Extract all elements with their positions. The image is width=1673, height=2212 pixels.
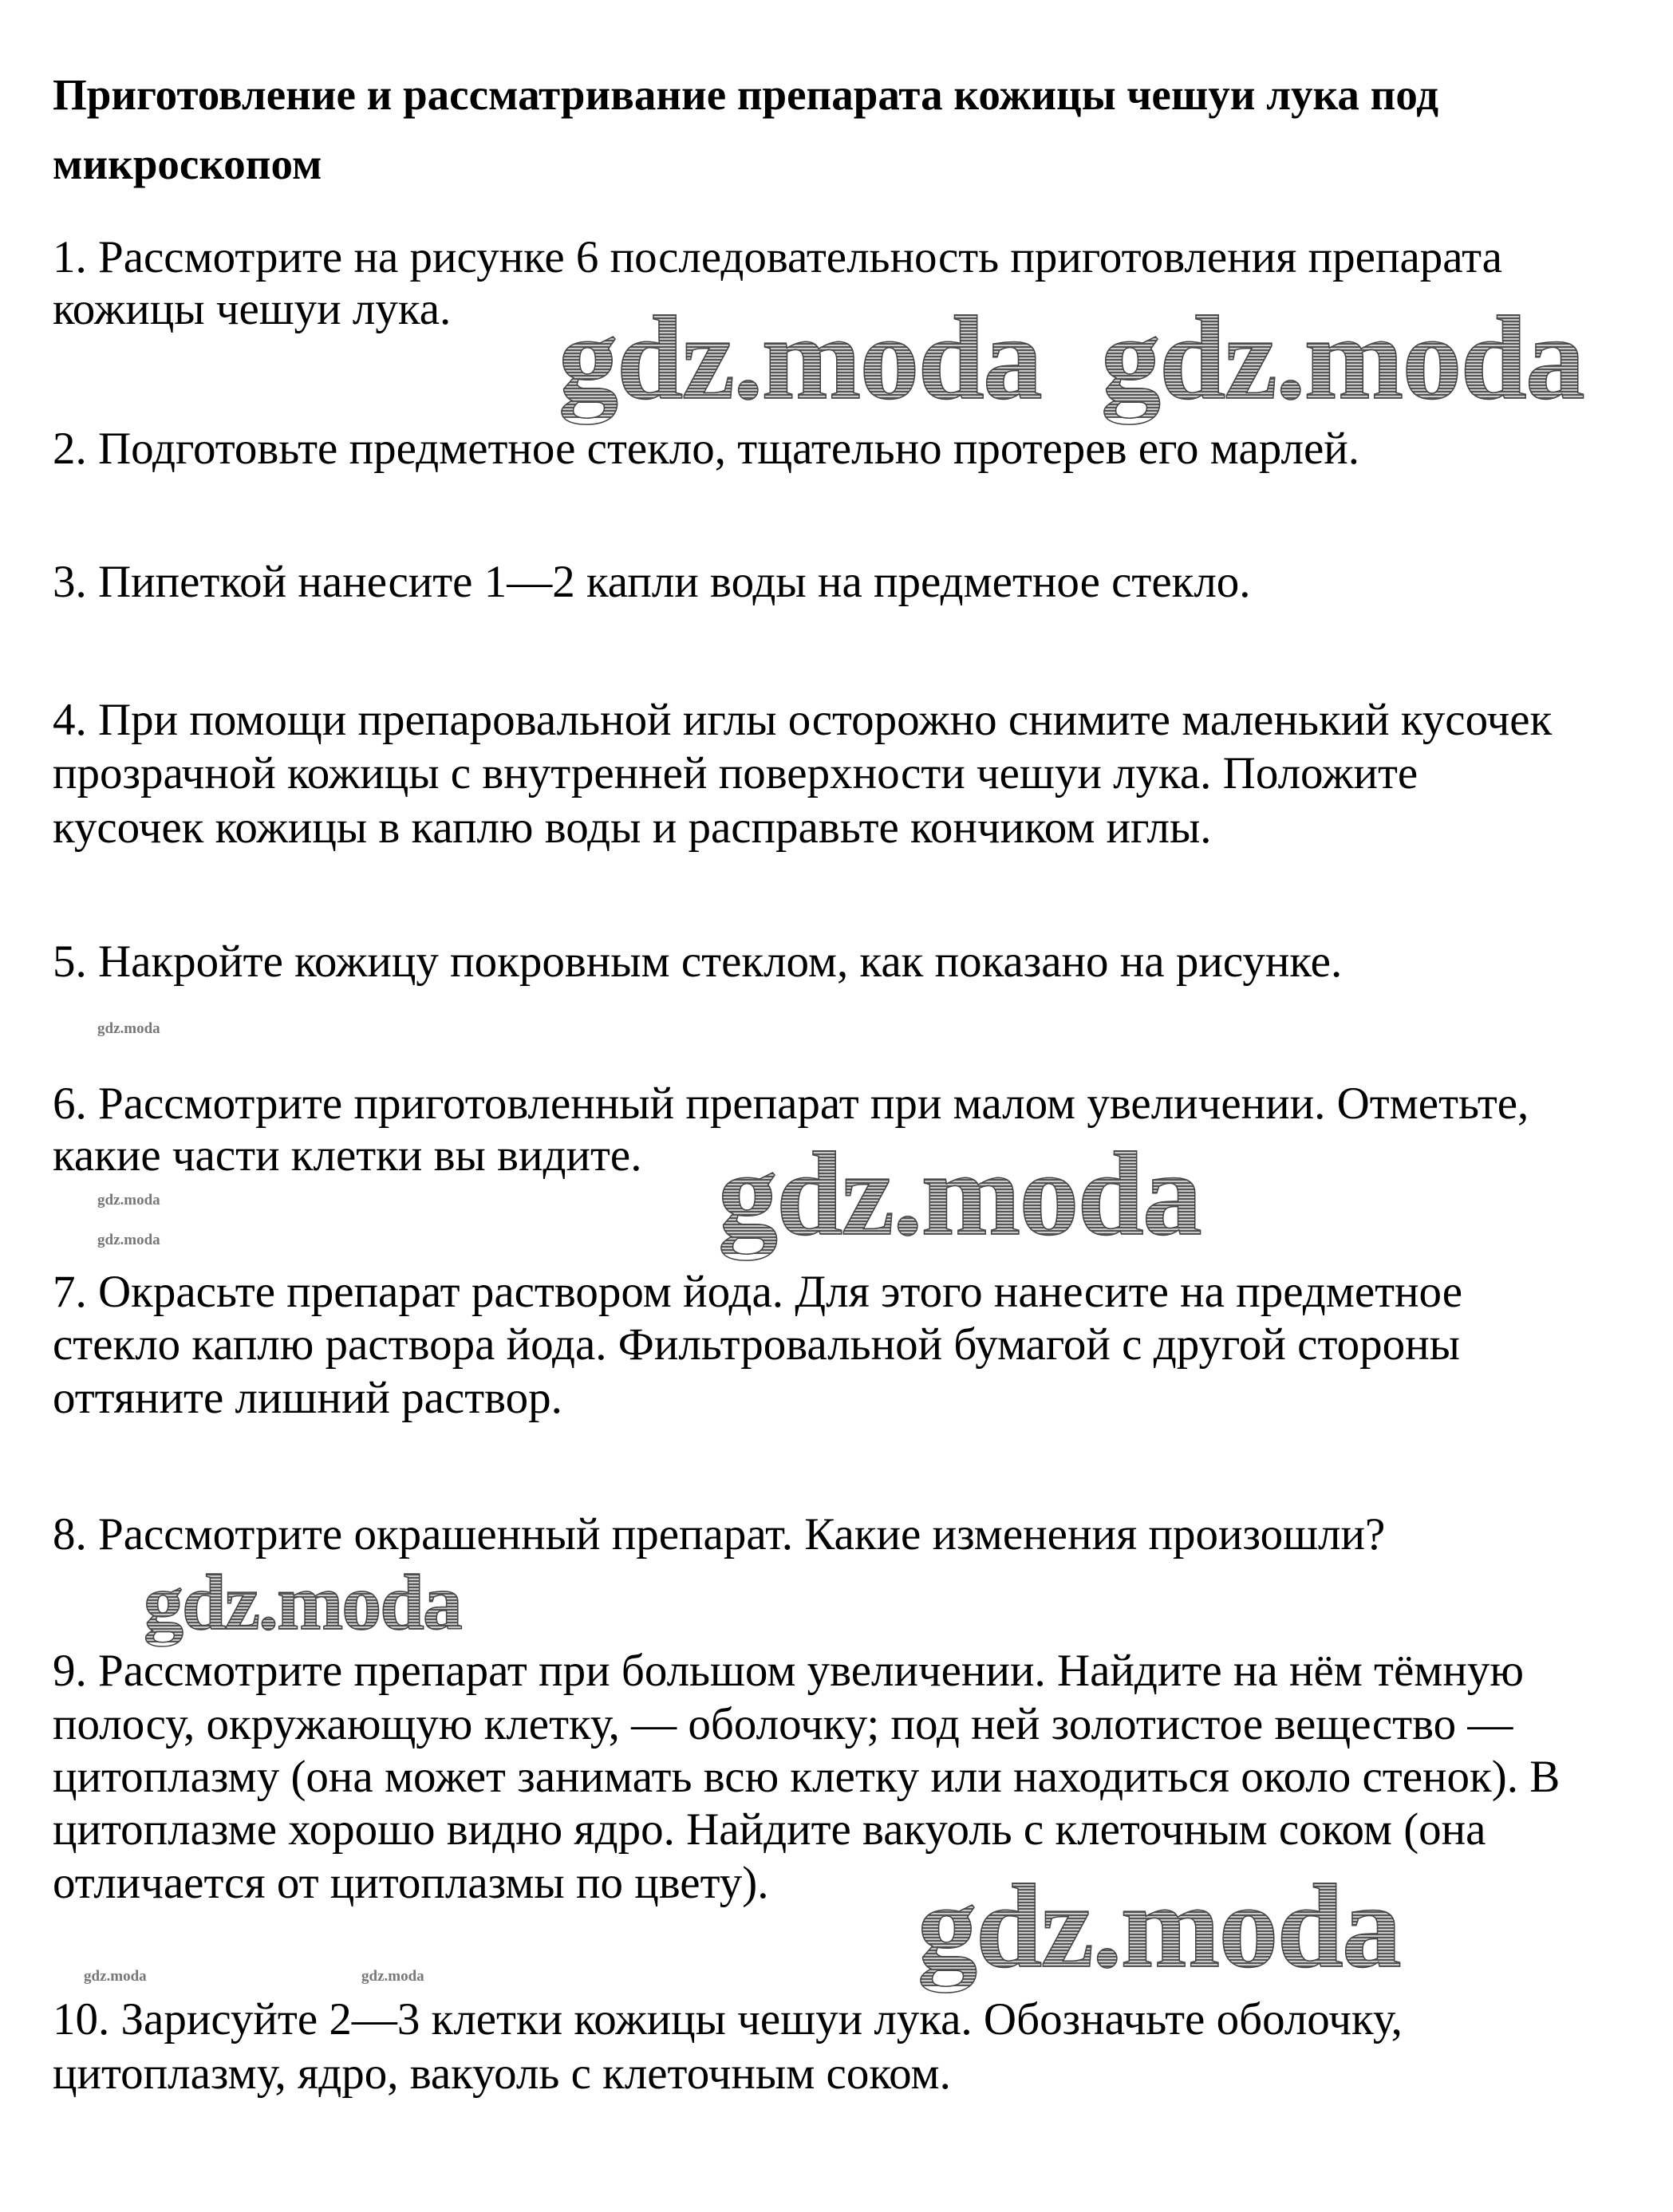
step-10-line-1: 10. Зарисуйте 2—3 клетки кожицы чешуи лука. Обозначьте оболочку, [53,1994,1403,2044]
step-7-line-1: 7. Окрасьте препарат раствором йода. Для этого нанесите на предметное [53,1267,1463,1317]
step-9-line-1: 9. Рассмотрите препарат при большом увеличении. Найдите на нём тёмную [53,1646,1524,1696]
watermark-small: gdz.moda [97,1232,160,1248]
watermark-small: gdz.moda [97,1192,160,1209]
step-9-line-5: отличается от цитоплазмы по цвету). [53,1858,769,1908]
watermark: gdz.moda [718,1128,1201,1260]
document-title-line-1: Приготовление и рассматривание препарата кожицы чешуи лука под [53,70,1439,119]
step-8: 8. Рассмотрите окрашенный препарат. Какие изменения произошли? [53,1509,1386,1559]
document-title-line-2: микроскопом [53,140,322,188]
watermark: gdz.moda [144,1558,461,1646]
step-9-line-2: полосу, окружающую клетку, — оболочку; под ней золотистое вещество — [53,1699,1513,1749]
step-3: 3. Пипеткой нанесите 1—2 капли воды на предметное стекло. [53,557,1251,607]
step-5: 5. Накройте кожицу покровным стеклом, как показано на рисунке. [53,936,1343,987]
step-2: 2. Подготовьте предметное стекло, тщательно протерев его марлей. [53,424,1359,474]
step-4-line-2: прозрачной кожицы с внутренней поверхности чешуи лука. Положите [53,748,1418,798]
watermark: gdz.moda [1101,292,1584,424]
step-4-line-1: 4. При помощи препаровальной иглы осторожно снимите маленький кусочек [53,695,1553,745]
watermark: gdz.moda [917,1860,1400,1993]
step-9-line-3: цитоплазму (она может занимать всю клетку или находиться около стенок). В [53,1752,1561,1802]
watermark: gdz.moda [558,292,1041,424]
step-1-line-2: кожицы чешуи лука. [53,284,452,334]
watermark-small: gdz.moda [97,1020,160,1037]
watermark-small: gdz.moda [361,1968,424,1985]
step-7-line-2: стекло каплю раствора йода. Фильтровальной бумагой с другой стороны [53,1319,1460,1370]
step-10-line-2: цитоплазму, ядро, вакуоль с клеточным соком. [53,2048,951,2099]
step-7-line-3: оттяните лишний раствор. [53,1373,562,1423]
step-4-line-3: кусочек кожицы в каплю воды и расправьте кончиком иглы. [53,802,1212,853]
watermark-small: gdz.moda [84,1968,147,1985]
step-9-line-4: цитоплазме хорошо видно ядро. Найдите вакуоль с клеточным соком (она [53,1804,1486,1855]
step-6-line-2: какие части клетки вы видите. [53,1130,642,1181]
step-6-line-1: 6. Рассмотрите приготовленный препарат при малом увеличении. Отметьте, [53,1078,1529,1129]
step-1-line-1: 1. Рассмотрите на рисунке 6 последовательность приготовления препарата [53,232,1502,282]
